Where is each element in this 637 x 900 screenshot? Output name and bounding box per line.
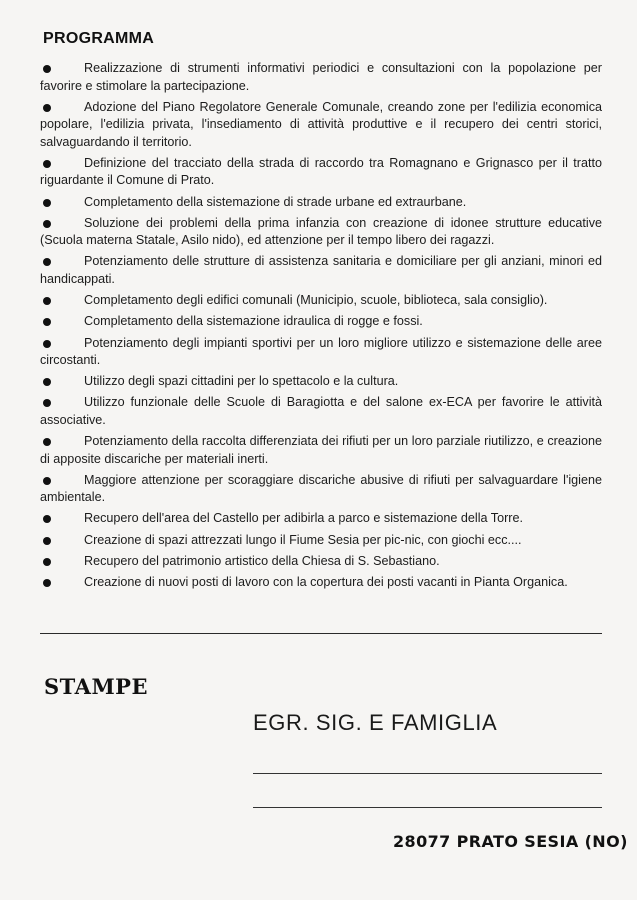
program-item — [40, 194, 602, 212]
program-item — [40, 313, 602, 331]
program-item — [40, 433, 602, 468]
bullet-icon — [43, 558, 51, 566]
program-item — [40, 510, 602, 528]
bullet-icon — [43, 399, 51, 407]
program-item — [40, 292, 602, 310]
program-item-text: Completamento degli edifici comunali (Municipio, scuole, biblioteca, sala consiglio). — [84, 293, 548, 308]
addressee-heading: EGR. SIG. E FAMIGLIA — [253, 710, 498, 735]
program-item-text: Utilizzo degli spazi cittadini per lo spettacolo e la cultura. — [84, 374, 399, 389]
program-item-text: Realizzazione di strumenti informativi periodici e consultazioni con la popolazione per favorire e stimolare la partecipazione. — [40, 61, 602, 93]
program-item-text: Potenziamento degli impianti sportivi per un loro migliore utilizzo e sistemazione delle aree circostanti. — [40, 335, 602, 367]
address-blank-line — [253, 773, 602, 774]
bullet-icon — [43, 579, 51, 587]
bullet-icon — [43, 378, 51, 386]
program-item-text: Potenziamento della raccolta differenziata dei rifiuti per un loro parziale riutilizzo, e creazione di apposite discariche per materiali inerti. — [40, 434, 602, 466]
bullet-icon — [43, 515, 51, 523]
program-item-text: Completamento della sistemazione di strade urbane ed extraurbane. — [84, 194, 467, 209]
bullet-icon — [43, 340, 51, 348]
program-item — [40, 532, 602, 550]
bullet-icon — [43, 438, 51, 446]
program-item-text: Creazione di nuovi posti di lavoro con la copertura dei posti vacanti in Pianta Organica. — [84, 575, 568, 589]
program-item — [40, 394, 602, 429]
bullet-icon — [43, 160, 51, 168]
address-blank-line — [253, 807, 602, 808]
program-item — [40, 373, 602, 391]
stampe-label: STAMPE — [44, 674, 148, 699]
program-item — [40, 553, 602, 571]
program-item-text: Utilizzo funzionale delle Scuole di Baragiotta e del salone ex-ECA per favorire le attività associative. — [40, 395, 602, 427]
program-item-text: Soluzione dei problemi della prima infanzia con creazione di idonee strutture educative (Scuola materna Statale, Asilo nido), ed attenzione per il tempo libero dei ragazzi. — [40, 215, 602, 248]
section-divider — [40, 633, 602, 634]
program-item — [40, 60, 602, 95]
program-item-text: Definizione del tracciato della strada di raccordo tra Romagnano e Grignasco per il tratto riguardante il Comune di Prato. — [40, 155, 602, 188]
program-item — [40, 215, 602, 250]
bullet-icon — [43, 537, 51, 545]
program-item — [40, 574, 602, 592]
bullet-icon — [43, 477, 51, 485]
program-item-text: Adozione del Piano Regolatore Generale Comunale, creando zone per l'edilizia economica popolare, l'edilizia privata, l'insediamento di attività produttive e il recupero dei centri storici, salvaguardando il territorio. — [40, 99, 602, 149]
bullet-icon — [43, 258, 51, 266]
bullet-icon — [43, 65, 51, 73]
program-item-text: Creazione di spazi attrezzati lungo il Fiume Sesia per pic-nic, con giochi ecc.... — [84, 532, 522, 547]
program-item — [40, 253, 602, 288]
program-item-text: Potenziamento delle strutture di assistenza sanitaria e domiciliare per gli anziani, minori ed handicappati. — [40, 254, 602, 286]
program-item — [40, 155, 602, 190]
program-item — [40, 472, 602, 507]
program-heading: PROGRAMMA — [43, 30, 155, 47]
program-item-text: Maggiore attenzione per scoraggiare discariche abusive di rifiuti per salvaguardare l'igiene ambientale. — [40, 472, 602, 505]
program-list — [40, 60, 602, 595]
bullet-icon — [43, 104, 51, 112]
program-item-text: Recupero del patrimonio artistico della Chiesa di S. Sebastiano. — [84, 553, 440, 568]
bullet-icon — [43, 220, 51, 228]
city-postal-line: 28077 PRATO SESIA (NO) — [393, 832, 628, 851]
program-item — [40, 99, 602, 152]
bullet-icon — [43, 318, 51, 326]
program-item-text: Recupero dell'area del Castello per adibirla a parco e sistemazione della Torre. — [84, 511, 523, 526]
bullet-icon — [43, 297, 51, 305]
bullet-icon — [43, 199, 51, 207]
program-item — [40, 335, 602, 370]
program-item-text: Completamento della sistemazione idraulica di rogge e fossi. — [84, 314, 423, 329]
